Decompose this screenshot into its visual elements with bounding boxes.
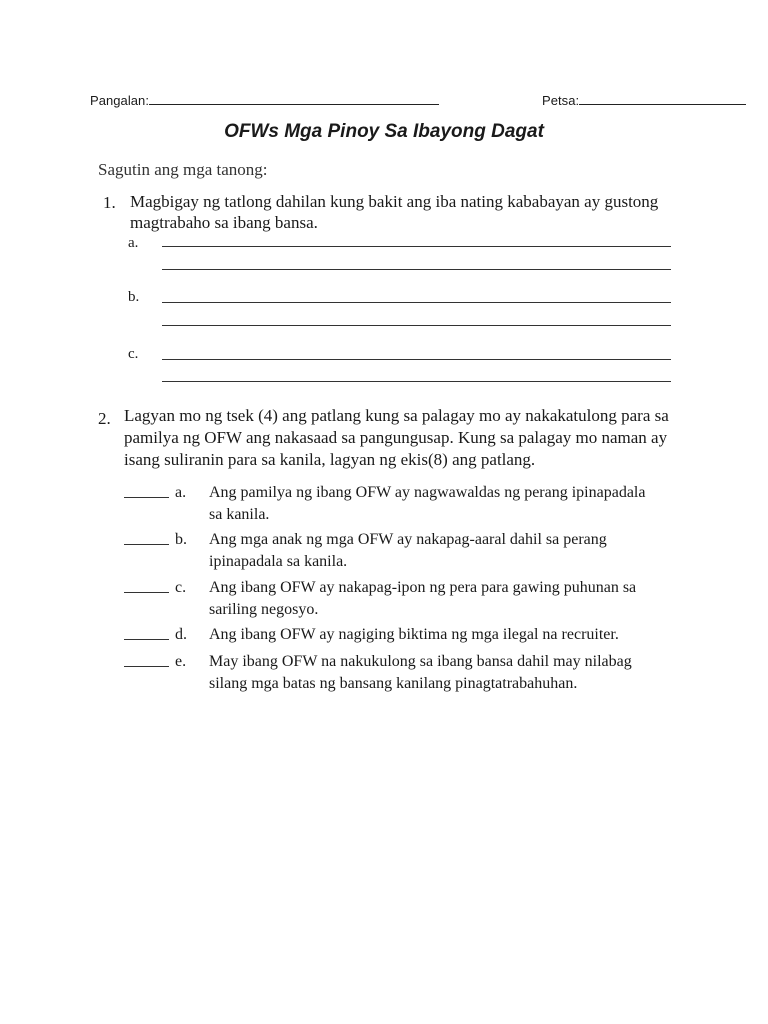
question-1-text: Magbigay ng tatlong dahilan kung bakit ang iba nating kababayan ay gustong magtrabaho sa ibang bansa. [130, 192, 659, 232]
q1-answer-line-a2[interactable] [162, 269, 671, 270]
q2-answer-blank-e[interactable] [124, 666, 169, 667]
q2-text-a: Ang pamilya ng ibang OFW ay nagwawaldas ng perang ipinapadala sa kanila. [209, 484, 646, 523]
name-field[interactable] [90, 93, 439, 108]
name-label: Pangalan: [90, 93, 150, 108]
q1-item-letter-b: b. [128, 289, 140, 305]
q1-item-letter-c: c. [128, 346, 139, 362]
q2-answer-blank-d[interactable] [124, 639, 169, 640]
instruction-text: Sagutin ang mga tanong: [98, 160, 268, 179]
q1-answer-line-c1[interactable] [162, 359, 671, 360]
date-field[interactable] [542, 93, 746, 108]
q1-answer-line-c2[interactable] [162, 381, 671, 382]
q2-text-e: May ibang OFW na nakukulong sa ibang bansa dahil may nilabag silang mga batas ng bansang kanilang pinagtatrabahuhan. [209, 653, 632, 692]
question-2-text: Lagyan mo ng tsek (4) ang patlang kung sa palagay mo ay nakakatulong para sa pamilya ng OFW ang nakasaad sa pangungusap. Kung sa palagay mo naman ay isang suliranin para sa kanila, lagyan ng ekis(8) ang patlang. [124, 406, 669, 469]
q2-answer-blank-b[interactable] [124, 544, 169, 545]
q2-letter-d: d. [175, 626, 187, 643]
q2-letter-b: b. [175, 531, 187, 548]
date-blank-line[interactable] [579, 93, 746, 105]
q2-letter-e: e. [175, 653, 187, 670]
q2-text-c: Ang ibang OFW ay nakapag-ipon ng pera para gawing puhunan sa sariling negosyo. [209, 579, 637, 618]
name-blank-line[interactable] [149, 93, 439, 105]
question-1-number: 1. [103, 193, 116, 212]
q2-letter-a: a. [175, 484, 187, 501]
q1-answer-line-b2[interactable] [162, 325, 671, 326]
q2-answer-blank-c[interactable] [124, 592, 169, 593]
date-label: Petsa: [542, 93, 580, 108]
worksheet-header [90, 93, 580, 108]
q1-answer-line-a1[interactable] [162, 246, 671, 247]
q1-answer-line-b1[interactable] [162, 302, 671, 303]
question-2-number: 2. [98, 409, 111, 428]
worksheet-title: OFWs Mga Pinoy Sa Ibayong Dagat [224, 121, 544, 142]
q2-text-b: Ang mga anak ng mga OFW ay nakapag-aaral dahil sa perang ipinapadala sa kanila. [209, 531, 607, 570]
q2-letter-c: c. [175, 579, 187, 596]
q1-item-letter-a: a. [128, 235, 139, 251]
q2-text-d: Ang ibang OFW ay nagiging biktima ng mga ilegal na recruiter. [209, 626, 619, 643]
q2-answer-blank-a[interactable] [124, 497, 169, 498]
